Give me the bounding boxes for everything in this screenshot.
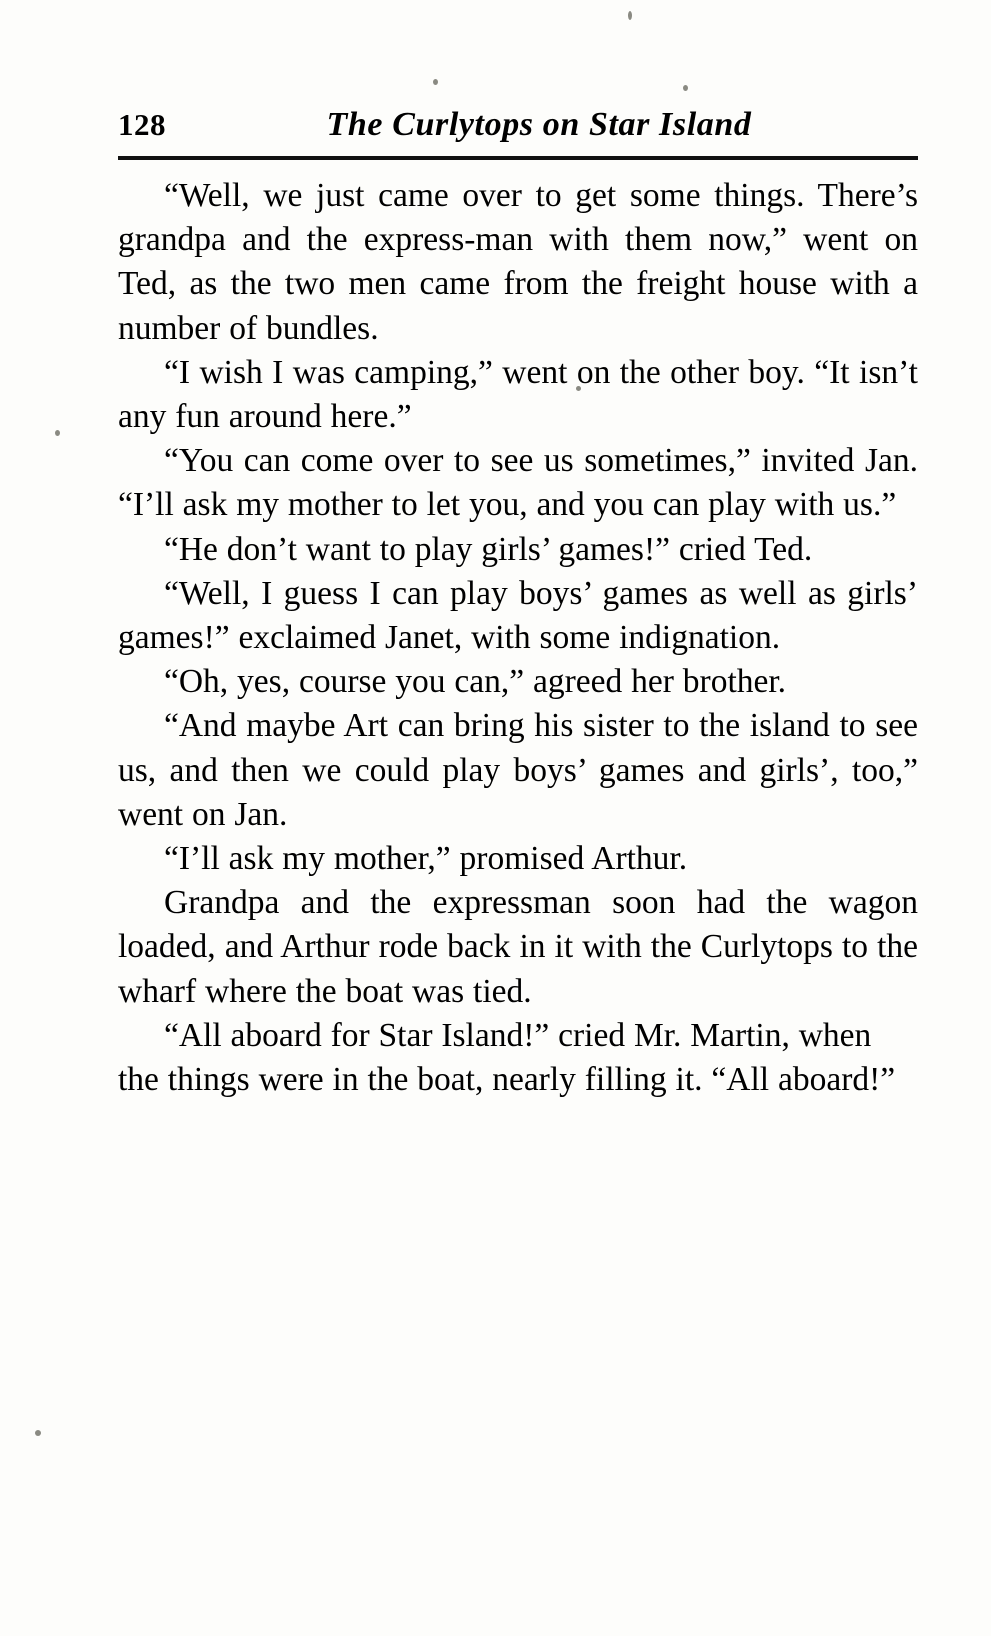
paragraph: “I’ll ask my mother,” promised Arthur. xyxy=(164,840,688,878)
paper-speck xyxy=(433,79,438,85)
paragraph: “Oh, yes, course you can,” agreed her brother. xyxy=(164,663,787,701)
paragraph: “You can come over to see us sometimes,” invited Jan. “I’ll ask my mother to let you, and you can play with us.” xyxy=(118,442,918,524)
paper-speck xyxy=(55,430,60,436)
paragraph: “Well, we just came over to get some things. There’s grandpa and the express-man with them now,” went on Ted, as the two men came from the freight house with a number of bundles. xyxy=(118,177,918,347)
paragraph: Grandpa and the expressman soon had the wagon loaded, and Arthur rode back in it with the Curlytops to the wharf where the boat was tied. xyxy=(118,884,918,1010)
page-content xyxy=(118,108,918,1102)
paragraph: “All aboard for Star Island!” cried Mr. Martin, when the things were in the boat, nearly filling it. “All aboard!” xyxy=(118,1016,896,1099)
paragraph: “I wish I was camping,” went on the other boy. “It isn’t any fun around here.” xyxy=(118,353,918,436)
header-rule xyxy=(118,156,918,160)
paper-speck xyxy=(683,85,688,91)
paragraph: “And maybe Art can bring his sister to the island to see us, and then we could play boys’ games and girls’, too,” went on Jan. xyxy=(118,707,918,833)
paragraph: “He don’t want to play girls’ games!” cried Ted. xyxy=(164,530,813,568)
paragraph: “Well, I guess I can play boys’ games as well as girls’ games!” exclaimed Janet, with some indignation. xyxy=(118,574,918,657)
paper-speck xyxy=(35,1430,41,1436)
page-header xyxy=(118,108,918,148)
body-text xyxy=(118,174,918,1102)
paper-speck xyxy=(628,11,632,20)
page-number: 128 xyxy=(118,107,166,142)
running-title: The Curlytops on Star Island xyxy=(326,106,752,143)
